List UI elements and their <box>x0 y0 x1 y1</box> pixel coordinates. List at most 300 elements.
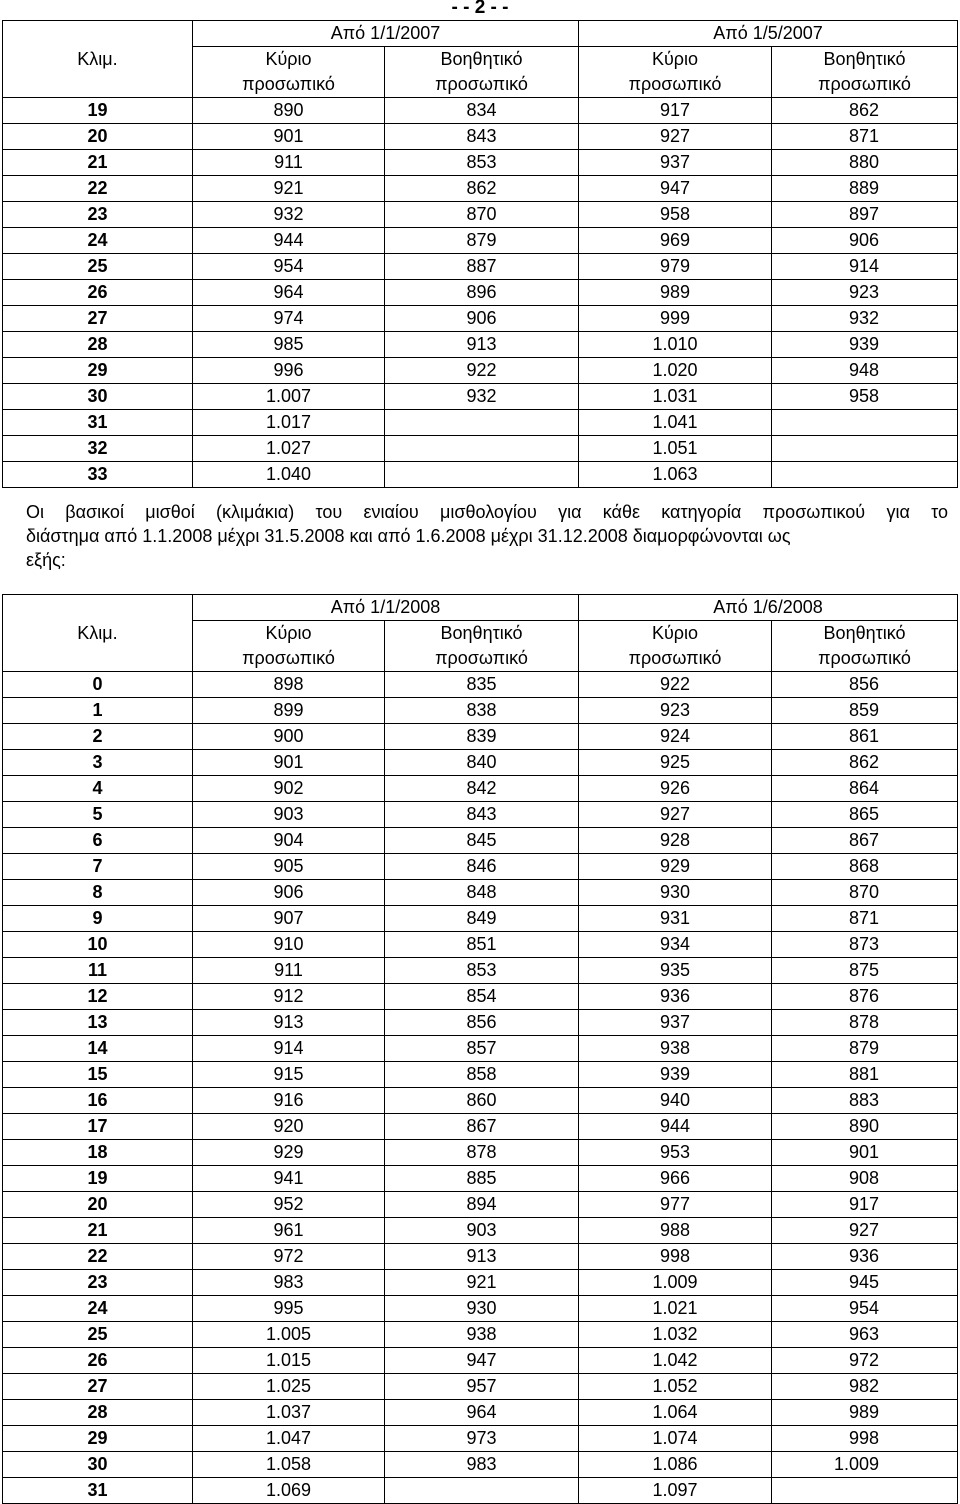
grade-cell: 18 <box>3 1140 193 1166</box>
grade-cell: 10 <box>3 932 193 958</box>
table-row <box>3 228 958 254</box>
table-row <box>3 202 958 228</box>
table-row <box>3 1218 958 1244</box>
main-staff-cell: 1.010 <box>579 332 772 358</box>
table-row <box>3 1114 958 1140</box>
table-row <box>3 384 958 410</box>
auxiliary-staff-cell: 865 <box>772 802 958 828</box>
auxiliary-staff-cell: 989 <box>772 1400 958 1426</box>
main-staff-cell: 983 <box>193 1270 385 1296</box>
auxiliary-staff-cell: 878 <box>772 1010 958 1036</box>
main-staff-cell: 905 <box>193 854 385 880</box>
table-row <box>3 1270 958 1296</box>
main-staff-cell: 1.047 <box>193 1426 385 1452</box>
main-staff-cell: 921 <box>193 176 385 202</box>
main-staff-cell: 917 <box>579 98 772 124</box>
table-row <box>3 802 958 828</box>
table-row <box>3 462 958 488</box>
table-row <box>3 332 958 358</box>
column-header-line: προσωπικό <box>435 648 528 668</box>
grade-cell: 28 <box>3 1400 193 1426</box>
auxiliary-staff-cell: 845 <box>385 828 579 854</box>
main-staff-cell: 1.052 <box>579 1374 772 1400</box>
main-staff-cell: 1.064 <box>579 1400 772 1426</box>
auxiliary-staff-cell: 938 <box>385 1322 579 1348</box>
column-header-auxiliary-staff <box>772 47 958 98</box>
table-row <box>3 1244 958 1270</box>
table-body <box>3 672 958 1504</box>
grade-cell: 5 <box>3 802 193 828</box>
salary-table-2007 <box>2 20 958 488</box>
table-row <box>3 1426 958 1452</box>
main-staff-cell: 903 <box>193 802 385 828</box>
main-staff-cell: 922 <box>579 672 772 698</box>
auxiliary-staff-cell: 859 <box>772 698 958 724</box>
main-staff-cell: 989 <box>579 280 772 306</box>
table-row <box>3 1010 958 1036</box>
auxiliary-staff-cell: 871 <box>772 124 958 150</box>
main-staff-cell: 927 <box>579 124 772 150</box>
main-staff-cell: 937 <box>579 150 772 176</box>
auxiliary-staff-cell: 908 <box>772 1166 958 1192</box>
auxiliary-staff-cell <box>385 462 579 488</box>
auxiliary-staff-cell: 875 <box>772 958 958 984</box>
table-row <box>3 698 958 724</box>
main-staff-cell: 953 <box>579 1140 772 1166</box>
auxiliary-staff-cell: 862 <box>772 750 958 776</box>
paragraph-line: διάστημα από 1.1.2008 μέχρι 31.5.2008 και από 1.6.2008 μέχρι 31.12.2008 διαμορφώνονται ως <box>26 526 791 546</box>
main-staff-cell: 929 <box>193 1140 385 1166</box>
auxiliary-staff-cell: 860 <box>385 1088 579 1114</box>
auxiliary-staff-cell <box>772 1478 958 1504</box>
auxiliary-staff-cell: 870 <box>385 202 579 228</box>
grade-cell: 2 <box>3 724 193 750</box>
table-row <box>3 776 958 802</box>
grade-cell: 26 <box>3 1348 193 1374</box>
column-header-line: Βοηθητικό <box>440 623 523 643</box>
main-staff-cell: 944 <box>579 1114 772 1140</box>
main-staff-cell: 938 <box>579 1036 772 1062</box>
main-staff-cell: 1.020 <box>579 358 772 384</box>
auxiliary-staff-cell: 857 <box>385 1036 579 1062</box>
column-header-line: Κύριο <box>651 623 699 643</box>
auxiliary-staff-cell: 883 <box>772 1088 958 1114</box>
table-row <box>3 984 958 1010</box>
grade-cell: 30 <box>3 384 193 410</box>
table-row <box>3 1374 958 1400</box>
auxiliary-staff-cell: 897 <box>772 202 958 228</box>
main-staff-cell: 977 <box>579 1192 772 1218</box>
main-staff-cell: 969 <box>579 228 772 254</box>
column-header-line: Βοηθητικό <box>440 49 523 69</box>
grade-header: Κλιμ. <box>3 595 193 672</box>
auxiliary-staff-cell: 879 <box>385 228 579 254</box>
main-staff-cell: 941 <box>193 1166 385 1192</box>
grade-cell: 0 <box>3 672 193 698</box>
column-header-auxiliary-staff <box>385 621 579 672</box>
main-staff-cell: 912 <box>193 984 385 1010</box>
auxiliary-staff-cell: 923 <box>772 280 958 306</box>
auxiliary-staff-cell: 890 <box>772 1114 958 1140</box>
main-staff-cell: 954 <box>193 254 385 280</box>
main-staff-cell: 1.037 <box>193 1400 385 1426</box>
grade-cell: 22 <box>3 1244 193 1270</box>
table-row <box>3 906 958 932</box>
auxiliary-staff-cell: 1.009 <box>772 1452 958 1478</box>
grade-cell: 17 <box>3 1114 193 1140</box>
auxiliary-staff-cell: 864 <box>772 776 958 802</box>
auxiliary-staff-cell: 948 <box>772 358 958 384</box>
table-row <box>3 1400 958 1426</box>
main-staff-cell: 937 <box>579 1010 772 1036</box>
column-header-line: προσωπικό <box>628 74 722 94</box>
table-row <box>3 280 958 306</box>
grade-cell: 27 <box>3 306 193 332</box>
table-row <box>3 254 958 280</box>
main-staff-cell: 932 <box>193 202 385 228</box>
main-staff-cell: 902 <box>193 776 385 802</box>
auxiliary-staff-cell: 957 <box>385 1374 579 1400</box>
page-number: - - 2 - - <box>451 0 509 18</box>
main-staff-cell: 926 <box>579 776 772 802</box>
main-staff-cell: 931 <box>579 906 772 932</box>
auxiliary-staff-cell: 913 <box>385 1244 579 1270</box>
auxiliary-staff-cell <box>772 410 958 436</box>
main-staff-cell: 923 <box>579 698 772 724</box>
grade-cell: 29 <box>3 1426 193 1452</box>
grade-cell: 21 <box>3 150 193 176</box>
table-row <box>3 1452 958 1478</box>
table-row <box>3 958 958 984</box>
grade-cell: 23 <box>3 202 193 228</box>
table-row <box>3 854 958 880</box>
auxiliary-staff-cell: 922 <box>385 358 579 384</box>
auxiliary-staff-cell: 853 <box>385 150 579 176</box>
auxiliary-staff-cell: 914 <box>772 254 958 280</box>
auxiliary-staff-cell: 856 <box>385 1010 579 1036</box>
main-staff-cell: 988 <box>579 1218 772 1244</box>
main-staff-cell: 1.025 <box>193 1374 385 1400</box>
main-staff-cell: 1.032 <box>579 1322 772 1348</box>
auxiliary-staff-cell: 870 <box>772 880 958 906</box>
auxiliary-staff-cell: 876 <box>772 984 958 1010</box>
auxiliary-staff-cell: 972 <box>772 1348 958 1374</box>
table-row <box>3 176 958 202</box>
main-staff-cell: 1.040 <box>193 462 385 488</box>
grade-cell: 3 <box>3 750 193 776</box>
main-staff-cell: 1.063 <box>579 462 772 488</box>
grade-cell: 8 <box>3 880 193 906</box>
main-staff-cell: 1.027 <box>193 436 385 462</box>
table-row <box>3 410 958 436</box>
column-header-line: προσωπικό <box>818 74 911 94</box>
auxiliary-staff-cell: 906 <box>385 306 579 332</box>
main-staff-cell: 929 <box>579 854 772 880</box>
auxiliary-staff-cell: 913 <box>385 332 579 358</box>
grade-cell: 21 <box>3 1218 193 1244</box>
main-staff-cell: 1.007 <box>193 384 385 410</box>
table-row <box>3 1192 958 1218</box>
auxiliary-staff-cell: 842 <box>385 776 579 802</box>
main-staff-cell: 1.074 <box>579 1426 772 1452</box>
auxiliary-staff-cell: 861 <box>772 724 958 750</box>
paragraph-line: εξής: <box>26 550 66 570</box>
column-header-line: προσωπικό <box>242 74 335 94</box>
column-header-line: προσωπικό <box>818 648 911 668</box>
column-header-main-staff <box>579 47 772 98</box>
table-row <box>3 150 958 176</box>
auxiliary-staff-cell <box>772 462 958 488</box>
table-row <box>3 1348 958 1374</box>
auxiliary-staff-cell: 963 <box>772 1322 958 1348</box>
auxiliary-staff-cell: 862 <box>772 98 958 124</box>
table-row <box>3 828 958 854</box>
body-paragraph <box>26 500 948 572</box>
grade-cell: 29 <box>3 358 193 384</box>
grade-cell: 16 <box>3 1088 193 1114</box>
table-row <box>3 672 958 698</box>
main-staff-cell: 928 <box>579 828 772 854</box>
auxiliary-staff-cell: 835 <box>385 672 579 698</box>
grade-cell: 19 <box>3 98 193 124</box>
main-staff-cell: 911 <box>193 958 385 984</box>
auxiliary-staff-cell: 958 <box>772 384 958 410</box>
table-row <box>3 98 958 124</box>
table-row <box>3 1322 958 1348</box>
main-staff-cell: 901 <box>193 124 385 150</box>
main-staff-cell: 944 <box>193 228 385 254</box>
grade-cell: 31 <box>3 1478 193 1504</box>
table-row <box>3 724 958 750</box>
auxiliary-staff-cell: 983 <box>385 1452 579 1478</box>
auxiliary-staff-cell: 894 <box>385 1192 579 1218</box>
main-staff-cell: 1.042 <box>579 1348 772 1374</box>
auxiliary-staff-cell: 879 <box>772 1036 958 1062</box>
auxiliary-staff-cell <box>385 410 579 436</box>
grade-cell: 9 <box>3 906 193 932</box>
main-staff-cell: 961 <box>193 1218 385 1244</box>
auxiliary-staff-cell: 936 <box>772 1244 958 1270</box>
auxiliary-staff-cell: 982 <box>772 1374 958 1400</box>
auxiliary-staff-cell: 939 <box>772 332 958 358</box>
main-staff-cell: 915 <box>193 1062 385 1088</box>
main-staff-cell: 913 <box>193 1010 385 1036</box>
main-staff-cell: 901 <box>193 750 385 776</box>
main-staff-cell: 925 <box>579 750 772 776</box>
table-row <box>3 932 958 958</box>
auxiliary-staff-cell: 889 <box>772 176 958 202</box>
auxiliary-staff-cell: 867 <box>772 828 958 854</box>
column-header-line: προσωπικό <box>628 648 722 668</box>
table-row <box>3 306 958 332</box>
auxiliary-staff-cell: 873 <box>772 932 958 958</box>
table-body <box>3 98 958 488</box>
grade-cell: 14 <box>3 1036 193 1062</box>
auxiliary-staff-cell <box>772 436 958 462</box>
grade-cell: 4 <box>3 776 193 802</box>
auxiliary-staff-cell: 843 <box>385 124 579 150</box>
column-header-main-staff <box>193 621 385 672</box>
main-staff-cell: 1.031 <box>579 384 772 410</box>
auxiliary-staff-cell: 871 <box>772 906 958 932</box>
grade-cell: 26 <box>3 280 193 306</box>
main-staff-cell: 979 <box>579 254 772 280</box>
period-header-2: Από 1/6/2008 <box>579 595 958 621</box>
grade-cell: 13 <box>3 1010 193 1036</box>
main-staff-cell: 940 <box>579 1088 772 1114</box>
auxiliary-staff-cell: 906 <box>772 228 958 254</box>
auxiliary-staff-cell: 878 <box>385 1140 579 1166</box>
grade-cell: 30 <box>3 1452 193 1478</box>
auxiliary-staff-cell: 858 <box>385 1062 579 1088</box>
main-staff-cell: 916 <box>193 1088 385 1114</box>
auxiliary-staff-cell: 880 <box>772 150 958 176</box>
auxiliary-staff-cell: 885 <box>385 1166 579 1192</box>
main-staff-cell: 1.086 <box>579 1452 772 1478</box>
grade-cell: 28 <box>3 332 193 358</box>
column-header-auxiliary-staff <box>385 47 579 98</box>
column-header-line: Βοηθητικό <box>823 49 906 69</box>
main-staff-cell: 958 <box>579 202 772 228</box>
auxiliary-staff-cell: 843 <box>385 802 579 828</box>
auxiliary-staff-cell: 901 <box>772 1140 958 1166</box>
column-header-main-staff <box>579 621 772 672</box>
auxiliary-staff-cell: 973 <box>385 1426 579 1452</box>
auxiliary-staff-cell: 862 <box>385 176 579 202</box>
main-staff-cell: 947 <box>579 176 772 202</box>
auxiliary-staff-cell: 834 <box>385 98 579 124</box>
table-row <box>3 1062 958 1088</box>
salary-table-2008 <box>2 594 958 1504</box>
grade-cell: 32 <box>3 436 193 462</box>
auxiliary-staff-cell: 945 <box>772 1270 958 1296</box>
main-staff-cell: 935 <box>579 958 772 984</box>
table-row <box>3 1478 958 1504</box>
main-staff-cell: 1.097 <box>579 1478 772 1504</box>
auxiliary-staff-cell: 964 <box>385 1400 579 1426</box>
auxiliary-staff-cell: 998 <box>772 1426 958 1452</box>
period-header-2: Από 1/5/2007 <box>579 21 958 47</box>
main-staff-cell: 1.009 <box>579 1270 772 1296</box>
auxiliary-staff-cell: 903 <box>385 1218 579 1244</box>
paragraph-line: Οι βασικοί μισθοί (κλιμάκια) του ενιαίου μισθολογίου για κάθε κατηγορία προσωπικού για το <box>26 502 948 522</box>
auxiliary-staff-cell: 848 <box>385 880 579 906</box>
grade-cell: 23 <box>3 1270 193 1296</box>
auxiliary-staff-cell: 856 <box>772 672 958 698</box>
column-header-line: Βοηθητικό <box>823 623 906 643</box>
main-staff-cell: 907 <box>193 906 385 932</box>
main-staff-cell: 939 <box>579 1062 772 1088</box>
main-staff-cell: 1.058 <box>193 1452 385 1478</box>
grade-cell: 33 <box>3 462 193 488</box>
auxiliary-staff-cell: 840 <box>385 750 579 776</box>
period-header-1: Από 1/1/2007 <box>193 21 579 47</box>
table-row <box>3 358 958 384</box>
main-staff-cell: 1.051 <box>579 436 772 462</box>
main-staff-cell: 899 <box>193 698 385 724</box>
column-header-auxiliary-staff <box>772 621 958 672</box>
auxiliary-staff-cell: 868 <box>772 854 958 880</box>
column-header-line: προσωπικό <box>242 648 335 668</box>
main-staff-cell: 1.021 <box>579 1296 772 1322</box>
auxiliary-staff-cell: 851 <box>385 932 579 958</box>
main-staff-cell: 927 <box>579 802 772 828</box>
main-staff-cell: 914 <box>193 1036 385 1062</box>
auxiliary-staff-cell: 838 <box>385 698 579 724</box>
table-row <box>3 1140 958 1166</box>
grade-cell: 15 <box>3 1062 193 1088</box>
grade-cell: 25 <box>3 1322 193 1348</box>
main-staff-cell: 904 <box>193 828 385 854</box>
auxiliary-staff-cell <box>385 436 579 462</box>
auxiliary-staff-cell: 954 <box>772 1296 958 1322</box>
auxiliary-staff-cell: 927 <box>772 1218 958 1244</box>
main-staff-cell: 936 <box>579 984 772 1010</box>
auxiliary-staff-cell <box>385 1478 579 1504</box>
main-staff-cell: 890 <box>193 98 385 124</box>
auxiliary-staff-cell: 881 <box>772 1062 958 1088</box>
period-header-1: Από 1/1/2008 <box>193 595 579 621</box>
main-staff-cell: 1.041 <box>579 410 772 436</box>
main-staff-cell: 920 <box>193 1114 385 1140</box>
grade-cell: 24 <box>3 228 193 254</box>
grade-cell: 31 <box>3 410 193 436</box>
auxiliary-staff-cell: 887 <box>385 254 579 280</box>
main-staff-cell: 1.069 <box>193 1478 385 1504</box>
main-staff-cell: 996 <box>193 358 385 384</box>
table-row <box>3 1088 958 1114</box>
auxiliary-staff-cell: 917 <box>772 1192 958 1218</box>
table-row <box>3 436 958 462</box>
main-staff-cell: 906 <box>193 880 385 906</box>
main-staff-cell: 911 <box>193 150 385 176</box>
main-staff-cell: 998 <box>579 1244 772 1270</box>
column-header-main-staff <box>193 47 385 98</box>
auxiliary-staff-cell: 930 <box>385 1296 579 1322</box>
main-staff-cell: 1.015 <box>193 1348 385 1374</box>
main-staff-cell: 930 <box>579 880 772 906</box>
auxiliary-staff-cell: 839 <box>385 724 579 750</box>
auxiliary-staff-cell: 846 <box>385 854 579 880</box>
auxiliary-staff-cell: 849 <box>385 906 579 932</box>
table-row <box>3 880 958 906</box>
grade-cell: 1 <box>3 698 193 724</box>
column-header-line: Κύριο <box>651 49 699 69</box>
auxiliary-staff-cell: 854 <box>385 984 579 1010</box>
auxiliary-staff-cell: 947 <box>385 1348 579 1374</box>
main-staff-cell: 900 <box>193 724 385 750</box>
main-staff-cell: 1.017 <box>193 410 385 436</box>
main-staff-cell: 934 <box>579 932 772 958</box>
main-staff-cell: 898 <box>193 672 385 698</box>
column-header-line: Κύριο <box>265 623 312 643</box>
main-staff-cell: 995 <box>193 1296 385 1322</box>
auxiliary-staff-cell: 896 <box>385 280 579 306</box>
auxiliary-staff-cell: 853 <box>385 958 579 984</box>
table-row <box>3 750 958 776</box>
main-staff-cell: 1.005 <box>193 1322 385 1348</box>
grade-cell: 19 <box>3 1166 193 1192</box>
grade-cell: 12 <box>3 984 193 1010</box>
grade-cell: 22 <box>3 176 193 202</box>
auxiliary-staff-cell: 932 <box>772 306 958 332</box>
main-staff-cell: 924 <box>579 724 772 750</box>
grade-cell: 24 <box>3 1296 193 1322</box>
auxiliary-staff-cell: 921 <box>385 1270 579 1296</box>
main-staff-cell: 985 <box>193 332 385 358</box>
main-staff-cell: 910 <box>193 932 385 958</box>
column-header-line: προσωπικό <box>435 74 528 94</box>
